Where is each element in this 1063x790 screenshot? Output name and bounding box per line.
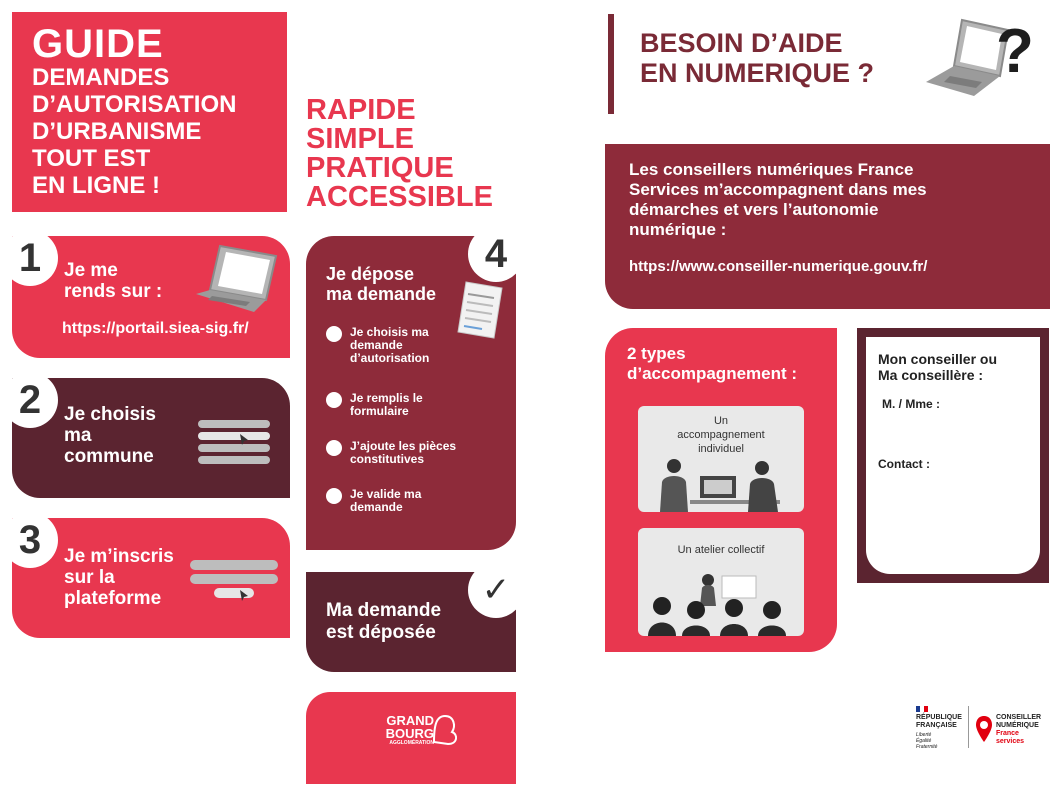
advisor-name-field[interactable]: M. / Mme : — [882, 397, 941, 411]
advisor-contact-form — [866, 337, 1040, 574]
document-icon — [456, 280, 506, 340]
step-number: 3 — [2, 512, 58, 568]
checklist-item — [326, 392, 423, 418]
rf-motto-line: Égalité — [916, 738, 932, 744]
checklist-line: d’autorisation — [350, 351, 430, 365]
tagline-word: SIMPLE — [306, 123, 414, 155]
checkmark-icon: ✓ — [468, 562, 524, 618]
advisors-text — [629, 160, 1026, 240]
help-title-line: EN NUMERIQUE ? — [640, 58, 875, 88]
submitted-line: Ma demande — [326, 600, 442, 621]
conseiller-numerique-logo — [996, 714, 1041, 746]
title-line: D’AUTORISATION — [32, 91, 237, 118]
advisors-info-box — [605, 144, 1050, 309]
tagline-word: PRATIQUE — [306, 152, 454, 184]
step-text — [326, 264, 436, 304]
logo-line: GRAND — [386, 713, 434, 728]
help-title — [640, 28, 874, 88]
tagline-word: ACCESSIBLE — [306, 181, 493, 213]
step-1-card — [12, 236, 290, 358]
bullet-icon — [326, 488, 342, 504]
rf-line: FRANÇAISE — [916, 722, 957, 729]
advisor-contact-field[interactable]: Contact : — [878, 457, 930, 471]
help-accent-bar — [608, 14, 614, 114]
checklist-line: constitutives — [350, 452, 425, 466]
checklist-item — [326, 440, 456, 466]
checklist-line: formulaire — [350, 404, 409, 418]
step-4-card — [306, 231, 516, 550]
support-types-line: d’accompagnement : — [627, 364, 798, 383]
step-text — [64, 404, 156, 467]
step-number: 4 — [468, 226, 524, 282]
checklist-text — [350, 326, 429, 365]
title-main: GUIDE — [32, 22, 164, 66]
title-line: EN LIGNE ! — [32, 172, 161, 199]
checklist-line: Je remplis le — [350, 391, 423, 405]
bullet-icon — [326, 326, 342, 342]
individual-support-label — [638, 414, 804, 456]
checklist-line: demande — [350, 500, 403, 514]
checklist-text — [350, 440, 456, 466]
flag-icon — [916, 706, 928, 712]
advisors-line: Services m’accompagnent dans mes — [629, 180, 927, 199]
laptop-icon — [190, 242, 286, 318]
logo-divider — [968, 706, 969, 748]
rf-motto — [916, 732, 962, 750]
list-select-icon — [198, 418, 270, 468]
title-line: DEMANDES — [32, 64, 170, 91]
card-line: individuel — [698, 443, 744, 455]
checklist-line: J’ajoute les pièces — [350, 439, 457, 453]
checklist-line: Je valide ma — [350, 487, 422, 501]
contact-title-line: Ma conseillère : — [878, 367, 984, 383]
group-workshop-illustration — [642, 572, 800, 636]
rf-motto-line: Fraternité — [916, 744, 938, 750]
title-subtitle — [32, 64, 267, 199]
step-line: plateforme — [64, 588, 162, 609]
rf-line: RÉPUBLIQUE — [916, 714, 962, 721]
step-line: Je me — [64, 260, 118, 281]
cn-sub-line: France — [996, 730, 1019, 737]
group-workshop-card — [638, 528, 804, 636]
cn-line: NUMÉRIQUE — [996, 722, 1039, 729]
title-block — [12, 12, 287, 212]
tagline-word: RAPIDE — [306, 94, 416, 126]
grand-bourg-logo-box — [306, 692, 516, 784]
grand-bourg-logo — [370, 714, 434, 747]
individual-support-illustration — [650, 458, 792, 512]
title-line: D’URBANISME — [32, 118, 202, 145]
logo-line: BOURG — [385, 726, 434, 741]
submitted-line: est déposée — [326, 622, 436, 643]
cn-line: CONSEILLER — [996, 714, 1042, 721]
step-number: 2 — [2, 372, 58, 428]
bullet-icon — [326, 392, 342, 408]
contact-title-line: Mon conseiller ou — [878, 351, 998, 367]
card-line: accompagnement — [677, 429, 765, 441]
step-text — [64, 260, 162, 302]
step-line: ma — [64, 425, 92, 446]
cn-sub-line: services — [996, 738, 1025, 745]
logo-line: AGGLOMÉRATION — [389, 740, 434, 746]
heart-logo-icon — [430, 712, 460, 748]
advisors-line: démarches et vers l’autonomie — [629, 200, 879, 219]
step-line: Je m’inscris — [64, 546, 174, 567]
individual-support-card — [638, 406, 804, 512]
card-line: Un — [713, 415, 729, 427]
support-types-line: 2 types — [627, 344, 686, 363]
step-text — [64, 546, 174, 609]
submitted-text — [326, 600, 441, 644]
step-line: Je choisis — [64, 404, 156, 425]
help-title-line: BESOIN D’AIDE — [640, 28, 843, 58]
support-types-title — [627, 344, 797, 384]
step-line: ma demande — [326, 284, 437, 304]
support-types-box — [605, 328, 837, 652]
rf-motto-line: Liberté — [916, 732, 932, 738]
advisor-contact-title — [878, 351, 1028, 383]
step-3-card — [12, 518, 290, 638]
checklist-item — [326, 326, 429, 365]
tagline — [306, 96, 493, 212]
request-submitted-card — [306, 572, 516, 672]
advisors-line: numérique : — [629, 220, 727, 239]
advisors-line: Les conseillers numériques France — [629, 160, 914, 179]
step-line: rends sur : — [64, 281, 163, 302]
conseiller-numerique-pin-icon — [974, 714, 994, 744]
checklist-line: demande — [350, 338, 403, 352]
checklist-item — [326, 488, 421, 514]
question-mark-icon: ? — [996, 17, 1034, 86]
step-number: 1 — [2, 230, 58, 286]
advisors-link[interactable]: https://www.conseiller-numerique.gouv.fr/ — [629, 258, 928, 275]
signup-form-icon — [190, 558, 278, 606]
step-line: commune — [64, 446, 154, 467]
title-line: TOUT EST — [32, 145, 151, 172]
advisor-contact-box — [857, 328, 1049, 583]
step-2-card — [12, 378, 290, 498]
bullet-icon — [326, 440, 342, 456]
group-workshop-label: Un atelier collectif — [677, 544, 765, 556]
step-line: Je dépose — [326, 264, 415, 284]
republique-francaise-logo — [916, 706, 962, 750]
step-line: sur la — [64, 567, 115, 588]
checklist-text — [350, 392, 423, 418]
portal-link[interactable]: https://portail.siea-sig.fr/ — [62, 320, 249, 337]
checklist-text — [350, 488, 421, 514]
checklist-line: Je choisis ma — [350, 325, 429, 339]
